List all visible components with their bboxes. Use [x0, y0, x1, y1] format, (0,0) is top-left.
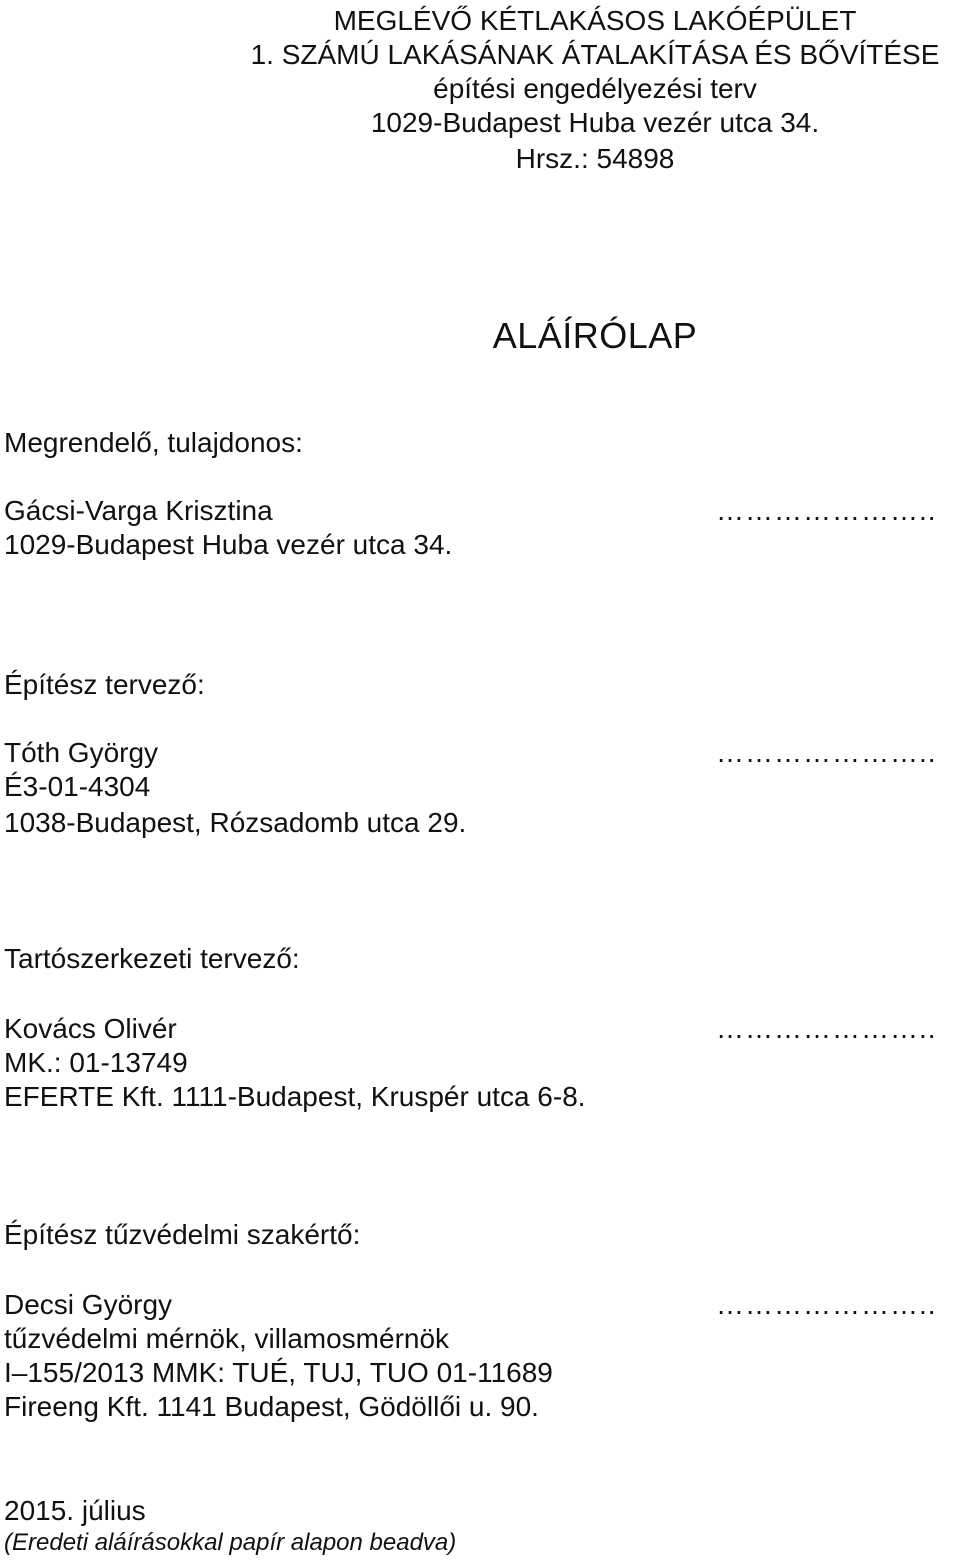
- header-line-project: 1. SZÁMÚ LAKÁSÁNAK ÁTALAKÍTÁSA ÉS BŐVÍTÉSE: [250, 39, 940, 70]
- client-signature-line: …………………..: [716, 495, 937, 526]
- structural-signature-line: …………………..: [716, 1013, 937, 1044]
- architect-role-label: Építész tervező:: [4, 669, 205, 700]
- architect-signature-line: …………………..: [716, 737, 937, 768]
- architect-license: É3-01-4304: [4, 771, 151, 802]
- client-role-label: Megrendelő, tulajdonos:: [4, 427, 303, 458]
- submission-note: (Eredeti aláírásokkal papír alapon beadva): [4, 1529, 457, 1556]
- page-title: ALÁÍRÓLAP: [492, 315, 698, 356]
- document-date: 2015. július: [4, 1495, 146, 1526]
- header-line-building: MEGLÉVŐ KÉTLAKÁSOS LAKÓÉPÜLET: [333, 5, 857, 36]
- fire-name: Decsi György: [4, 1289, 173, 1320]
- fire-role-label: Építész tűzvédelmi szakértő:: [4, 1219, 361, 1250]
- client-address: 1029-Budapest Huba vezér utca 34.: [4, 529, 453, 560]
- client-name: Gácsi-Varga Krisztina: [4, 495, 273, 526]
- fire-license: I–155/2013 MMK: TUÉ, TUJ, TUO 01-11689: [4, 1357, 553, 1388]
- structural-license: MK.: 01-13749: [4, 1047, 188, 1078]
- fire-signature-line: …………………..: [716, 1289, 937, 1320]
- header-line-plan-type: építési engedélyezési terv: [433, 73, 757, 104]
- fire-title: tűzvédelmi mérnök, villamosmérnök: [4, 1323, 450, 1354]
- header-line-parcel: Hrsz.: 54898: [515, 143, 675, 174]
- structural-name: Kovács Olivér: [4, 1013, 177, 1044]
- architect-name: Tóth György: [4, 737, 159, 768]
- fire-company: Fireeng Kft. 1141 Budapest, Gödöllői u. 90.: [4, 1391, 539, 1422]
- header-line-address: 1029-Budapest Huba vezér utca 34.: [370, 107, 820, 138]
- structural-role-label: Tartószerkezeti tervező:: [4, 943, 300, 974]
- structural-company: EFERTE Kft. 1111-Budapest, Kruspér utca 6-8.: [4, 1081, 586, 1112]
- architect-address: 1038-Budapest, Rózsadomb utca 29.: [4, 807, 467, 838]
